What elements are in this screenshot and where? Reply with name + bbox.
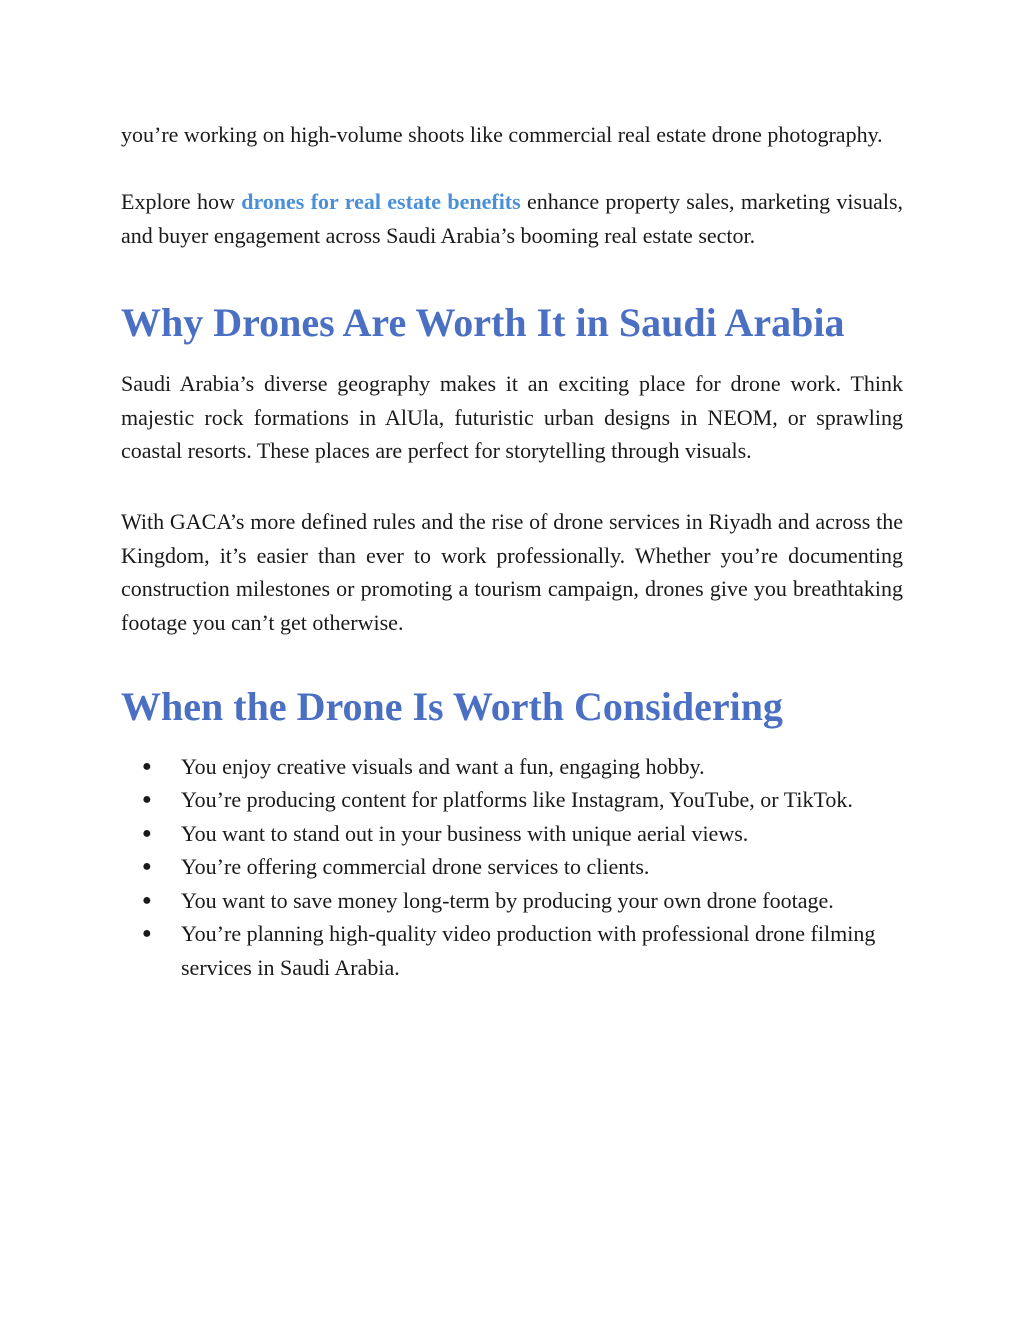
section-heading-when-worth-considering: When the Drone Is Worth Considering (121, 684, 783, 730)
list-item (121, 884, 903, 917)
drones-for-real-estate-benefits-link[interactable]: drones for real estate benefits (241, 189, 521, 215)
bullet-icon: ● (142, 758, 152, 776)
list-item-text: You’re producing content for platforms like Instagram, YouTube, or TikTok. (181, 787, 853, 813)
list-item-text: You want to stand out in your business with unique aerial views. (181, 820, 749, 846)
list-item-text: You’re offering commercial drone services to clients. (181, 854, 650, 880)
geography-paragraph: Saudi Arabia’s diverse geography makes it an exciting place for drone work. Think majestic rock formations in AlUla, futuristic urban designs in NEOM, or sprawling coastal resorts. These places are perfect for storytelling through visuals. (121, 371, 903, 464)
bullet-icon: ● (142, 925, 152, 943)
bullet-icon: ● (142, 791, 152, 809)
list-item-text: You want to save money long-term by producing your own drone footage. (181, 887, 834, 913)
explore-text-after: enhance property sales, marketing visuals, and buyer engagement across Saudi Arabia’s booming real estate sector. (121, 189, 904, 248)
list-item (121, 850, 903, 883)
bullet-icon: ● (142, 858, 152, 876)
bullet-icon: ● (142, 891, 152, 909)
explore-text-before: Explore how (121, 189, 242, 215)
gaca-rules-paragraph: With GACA’s more defined rules and the rise of drone services in Riyadh and across the Kingdom, it’s easier than ever to work professionally. Whether you’re documenting construction milestones or promoting a tourism campaign, drones give you breathtaking footage you can’t get otherwise. (121, 509, 903, 635)
list-item (121, 750, 903, 783)
list-item (121, 917, 903, 984)
section-heading-why-drones: Why Drones Are Worth It in Saudi Arabia (121, 300, 845, 346)
document-page (121, 118, 903, 984)
list-item (121, 783, 903, 816)
list-item-text: You enjoy creative visuals and want a fun, engaging hobby. (181, 754, 705, 780)
list-item-text: You’re planning high-quality video production with professional drone filming services in Saudi Arabia. (181, 921, 876, 980)
considerations-list (121, 750, 903, 984)
explore-paragraph (121, 185, 903, 252)
list-item (121, 817, 903, 850)
intro-continuation-paragraph: you’re working on high-volume shoots like commercial real estate drone photography. (121, 122, 883, 147)
bullet-icon: ● (142, 824, 152, 842)
